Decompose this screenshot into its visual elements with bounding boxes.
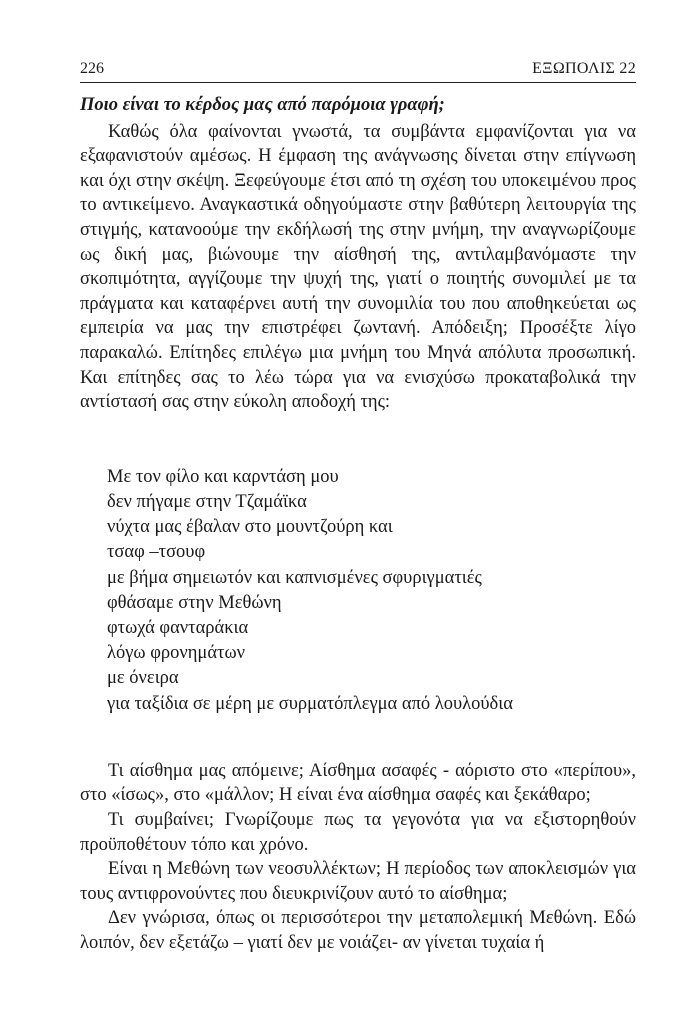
body-paragraph: Τι αίσθημα μας απόμεινε; Αίσθημα ασαφές - αόριστο στο «περίπου», στο «ίσως», στο «μάλλον; Η είναι ένα αίσθημα σαφές και ξεκάθαρο;: [80, 760, 636, 806]
header-divider: [80, 82, 636, 83]
section-heading: Ποιο είναι το κέρδος μας από παρόμοια γραφή;: [80, 95, 445, 115]
body-paragraph: Είναι η Μεθώνη των νεοσυλλέκτων; Η περίοδος των αποκλεισμών για τους αντιφρονούντες που διευκρινίζουν αυτό το αίσθημα;: [80, 859, 636, 904]
poem-line: φθάσαμε στην Μεθώνη: [107, 592, 282, 613]
poem-line: για ταξίδια σε μέρη με συρματόπλεγμα από λουλούδια: [107, 693, 513, 714]
page-number: 226: [80, 60, 104, 77]
body-paragraph: Δεν γνώρισα, όπως οι περισσότεροι την μεταπολεμική Μεθώνη. Εδώ λοιπόν, δεν εξετάζω – γιατί δεν με νοιάζει- αν γίνεται τυχαία ή: [80, 908, 636, 953]
poem-line: με όνειρα: [107, 668, 179, 689]
poem-line: τσαφ –τσουφ: [107, 542, 206, 563]
poem-line: με βήμα σημειωτόν και καπνισμένες σφυριγματιές: [107, 567, 482, 588]
poem-line: δεν πήγαμε στην Τζαμάϊκα: [107, 491, 307, 512]
poem-line: φτωχά φανταράκια: [107, 617, 249, 638]
intro-paragraph: Καθώς όλα φαίνονται γνωστά, τα συμβάντα εμφανίζονται για να εξαφανιστούν αμέσως. Η έμφαση της ανάγνωσης δίνεται στην επίγνωση και όχι στην σκέψη. Ξεφεύγουμε έτσι από τη σχέση του υποκειμένου προς το αντικείμενο. Αναγκαστικά οδηγούμαστε στην βαθύτερη λειτουργία της στιγμής, κατανοούμε την εκδήλωσή της στην μνήμη, την αναγνωρίζουμε ως δική μας, βιώνουμε την αίσθησή της, αντιλαμβανόμαστε την σκοπιμότητα, αγγίζουμε την ψυχή της, γιατί ο ποιητής συνομιλεί με τα πράγματα και καταφέρνει αυτή την συνομιλία του που αποθηκεύεται ως εμπειρία να μας την επιστρέφει ζωντανή. Απόδειξη; Προσέξτε λίγο παρακαλώ. Επίτηδες επιλέγω μια μνήμη του Μηνά απόλυτα προσωπική. Και επίτηδες σας το λέω τώρα για να ενισχύσω προκαταβολικά την αντίστασή σας στην εύκολη αποδοχή της:: [80, 121, 636, 413]
poem-quote: [107, 465, 636, 717]
poem-line: νύχτα μας έβαλαν στο μουντζούρη και: [107, 517, 393, 538]
page-body: [80, 93, 636, 956]
running-header: [80, 56, 636, 82]
poem-line: Με τον φίλο και καρντάση μου: [107, 466, 339, 487]
body-paragraph: Τι συμβαίνει; Γνωρίζουμε πως τα γεγονότα για να εξιστορηθούν προϋποθέτουν τόπο και χρόνο.: [80, 809, 636, 855]
poem-line: λόγω φρονημάτων: [107, 643, 245, 664]
journal-title: ΕΞΩΠΟΛΙΣ 22: [532, 60, 636, 77]
